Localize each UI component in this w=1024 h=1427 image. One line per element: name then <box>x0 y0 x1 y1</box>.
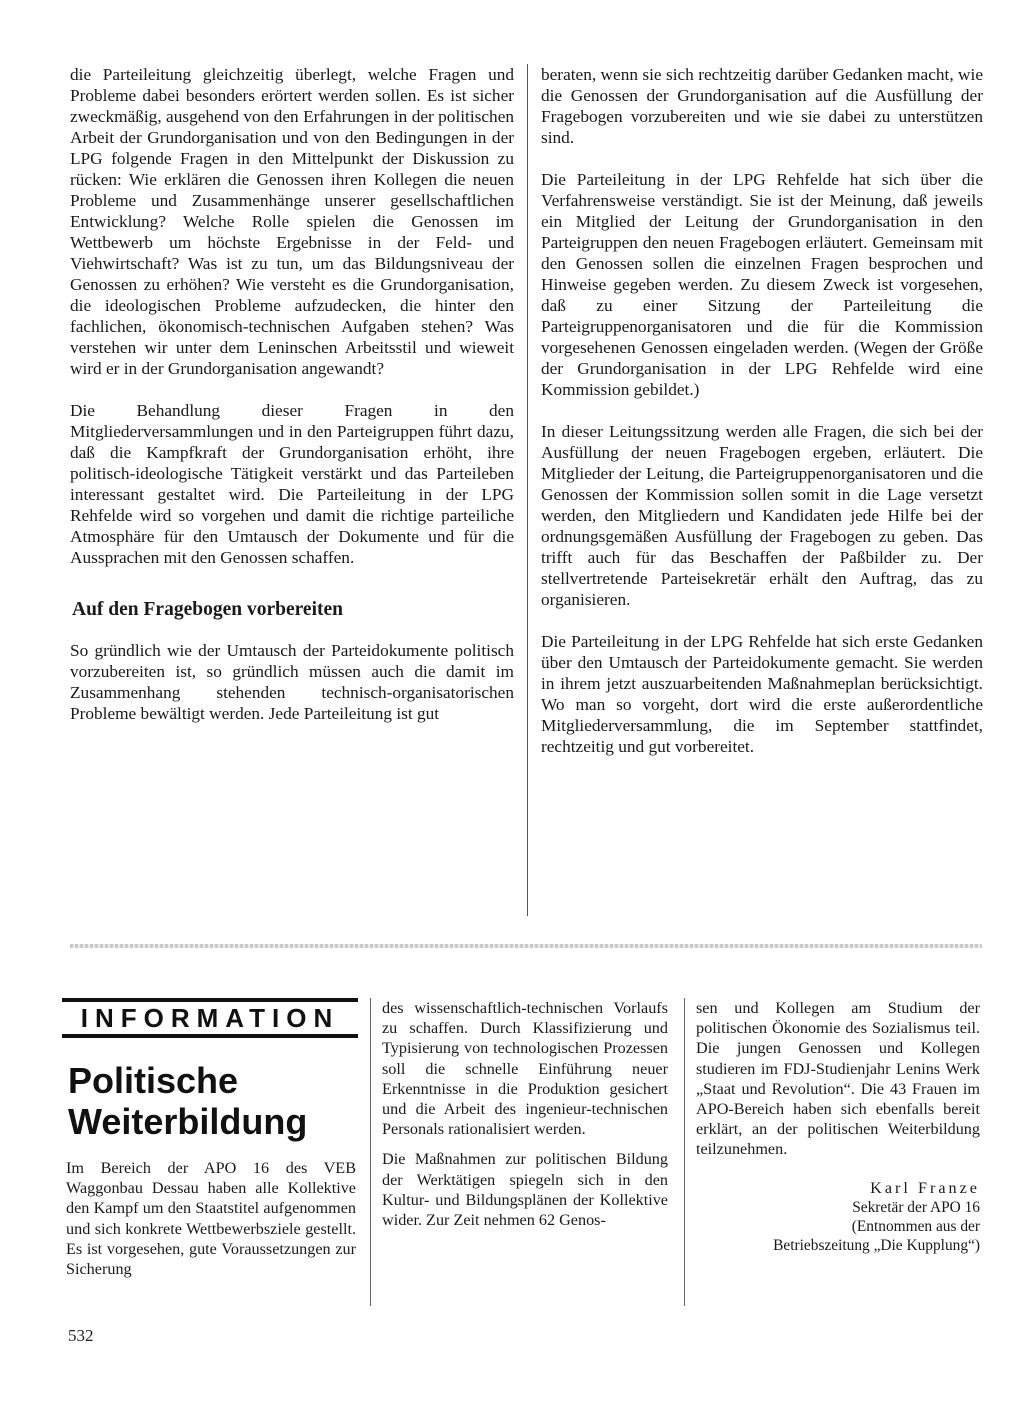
section-divider <box>70 944 982 948</box>
info-column-divider <box>684 998 685 1306</box>
info-column-3 <box>696 998 980 1255</box>
article-paragraph: Die Behandlung dieser Fragen in den Mitgliederversammlungen und in den Parteigruppen führt dazu, daß die Kampfkraft der Grundorganisation erhöht, ihre politisch-ideologische Tätigkeit verstärkt und das Parteileben interessant gestaltet wird. Die Parteileitung in der LPG Rehfelde wird so vorgehen und damit die richtige parteiliche Atmosphäre für den Umtausch der Dokumente und für die Aussprachen mit den Genossen schaffen. <box>70 401 514 567</box>
article-left-column <box>70 64 514 724</box>
info-title-line: Politische <box>68 1060 239 1101</box>
section-heading: Auf den Fragebogen vorbereiten <box>72 599 343 620</box>
info-label: INFORMATION <box>62 998 358 1038</box>
author-role: Sekretär der APO 16 <box>852 1198 980 1216</box>
info-title <box>68 1060 358 1142</box>
info-title-line: Weiterbildung <box>68 1101 308 1142</box>
article-paragraph: Die Parteileitung in der LPG Rehfelde hat sich über die Verfahrensweise verständigt. Sie ist der Meinung, daß jeweils ein Mitglied der Leitung der Grundorganisation in den Parteigruppen den neuen Fragebogen erläutert. Gemeinsam mit den Genossen sollen die einzelnen Fragen besprochen und Hinweise gegeben werden. Zu diesem Zweck ist vorgesehen, daß zu einer Sitzung der Parteileitung die Parteigruppenorganisatoren und die für die Kommission vorgesehenen Genossen eingeladen werden. (Wegen der Größe der Grundorganisation in der LPG Rehfelde wird eine Kommission gebildet.) <box>541 170 983 399</box>
article-paragraph: Die Parteileitung in der LPG Rehfelde hat sich erste Gedanken über den Umtausch der Parteidokumente gemacht. Sie werden in ihrem jetzt auszuarbeitenden Maßnahmeplan berücksichtigt. Wo man so vorgeht, dort wird die erste außerordentliche Mitgliederversammlung, die im September stattfindet, rechtzeitig und gut vorbereitet. <box>541 632 983 756</box>
info-column-divider <box>370 998 371 1306</box>
article-paragraph: So gründlich wie der Umtausch der Parteidokumente politisch vorzubereiten ist, so gründlich müssen auch die damit im Zusammenhang stehenden technisch-organisatorischen Probleme bewältigt werden. Jede Parteileitung ist gut <box>70 641 514 723</box>
article-paragraph: In dieser Leitungssitzung werden alle Fragen, die sich bei der Ausfüllung der neuen Fragebogen ergeben, erläutert. Die Mitglieder der Leitung, die Parteigruppenorganisatoren und die Genossen der Kommission sollen somit in die Lage versetzt werden, den Mitgliedern und Kandidaten jede Hilfe bei der ordnungsgemäßen Ausfüllung der Fragebogen zu geben. Das trifft auch für das Beschaffen der Paßbilder zu. Der stellvertretende Parteisekretär erhält den Auftrag, das zu organisieren. <box>541 422 983 609</box>
author-source: Betriebszeitung „Die Kupplung“) <box>773 1236 980 1254</box>
page-number: 532 <box>68 1326 94 1345</box>
info-paragraph: sen und Kollegen am Studium der politischen Ökonomie des Sozialismus teil. Die jungen Genossen und Kollegen studieren im FDJ-Studienjahr Lenins Werk „Staat und Revolution“. Die 43 Frauen im APO-Bereich haben sich ebenfalls bereit erklärt, an der politischen Weiterbildung teilzunehmen. <box>696 999 980 1159</box>
info-paragraph: Die Maßnahmen zur politischen Bildung der Werktätigen spiegeln sich in den Kultur- und Bildungsplänen der Kollektive wider. Zur Zeit nehmen 62 Genos- <box>382 1150 668 1230</box>
column-divider <box>527 64 528 916</box>
article-paragraph: beraten, wenn sie sich rechtzeitig darüber Gedanken macht, wie die Genossen der Grundorganisation auf die Ausfüllung der Fragebogen vorzubereiten und wie sie dabei zu unterstützen sind. <box>541 65 983 147</box>
info-box-header <box>62 998 358 1154</box>
info-paragraph: Im Bereich der APO 16 des VEB Waggonbau Dessau haben alle Kollektive den Kampf um den Staatstitel aufgenommen und sich konkrete Wettbewerbsziele gestellt. Es ist vorgesehen, gute Voraussetzungen zur Sicherung <box>66 1159 356 1279</box>
info-paragraph: des wissenschaftlich-technischen Vorlaufs zu schaffen. Durch Klassifizierung und Typisierung von technologischen Prozessen soll die schnelle Einführung neuer Erkenntnisse in die Produktion gesichert und die Arbeit des ingenieur-technischen Personals rationalisiert werden. <box>382 999 668 1139</box>
article-right-column <box>541 64 983 757</box>
info-column-1 <box>66 1158 356 1289</box>
author-name: Karl Franze <box>870 1178 980 1197</box>
author-signoff <box>696 1178 980 1255</box>
info-column-2 <box>382 998 668 1240</box>
article-paragraph: die Parteileitung gleichzeitig überlegt, welche Fragen und Probleme dabei besonders erörtert werden sollen. Es ist sicher zweckmäßig, ausgehend von den Erfahrungen in der politischen Arbeit der Grundorganisation und von den Bedingungen in der LPG folgende Fragen in den Mittelpunkt der Diskussion zu rücken: Wie erklären die Genossen ihren Kollegen die neuen Probleme und Zusammenhänge unserer gesellschaftlichen Entwicklung? Welche Rolle spielen die Genossen im Wettbewerb um höchste Ergebnisse in der Feld- und Viehwirtschaft? Was ist zu tun, um das Bildungsniveau der Genossen zu erhöhen? Wie versteht es die Grundorganisation, die ideologischen Probleme aufzudecken, die hinter den fachlichen, ökonomisch-technischen Aufgaben stehen? Was verstehen wir unter dem Leninschen Arbeitsstil und wieweit wird er in der Grundorganisation angewandt? <box>70 65 514 378</box>
author-source: (Entnommen aus der <box>851 1217 980 1235</box>
